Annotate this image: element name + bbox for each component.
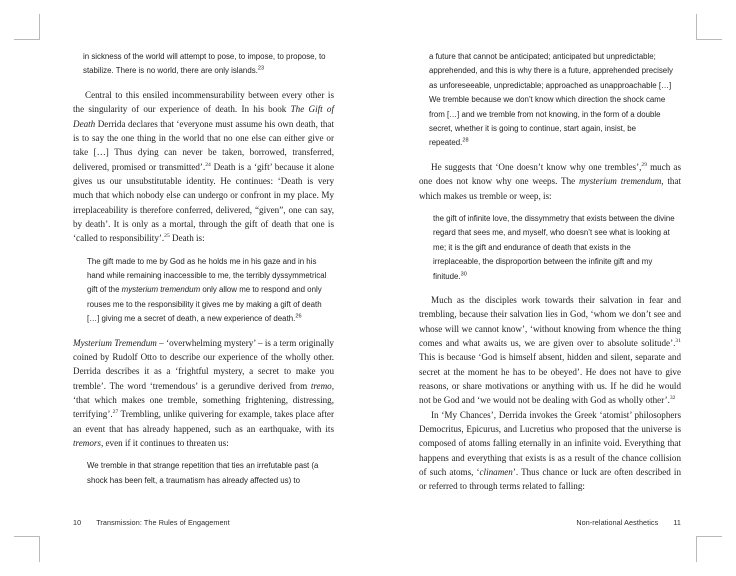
paragraph-central-to-this: Central to this ensiled incommensurability between every other is the singularity of our experience of death. In his book The Gift of Death Derrida declares that ‘everyone must assume his own death, that is to say the one thing in the world that no one else can either give or take […] Thus dying can never be taken, borrowed, transferred, delivered, promised or transmitted’.$^{24}$ Death is a ‘gift’ because it alone gives us our unsubstitutable identity. He continues: ‘Death is very much that which nobody else can undergo or confront in my place. My irreplaceability is therefore conferred, delivered, “given”, one can say, by death’. It is only as a mortal, through the gift of death that one is ‘called to responsibility’.$^{25}$ Death is: — [73, 89, 334, 244]
footnote-ref-24[interactable]: 24 — [205, 161, 211, 168]
blockquote-continued-future: a future that cannot be anticipated; anticipated but unpredictable; apprehended, and this is why there is a future, apprehended precisely as unforeseeable, unpredictable; approached as unapproachable […] We tremble because we don’t know which direction the shock came from […] and we tremble from not knowing, in the form of a double secret, whether it is going to continue, start again, insist, be repeated.$^{28}$ — [429, 52, 673, 148]
footnote-ref-26[interactable]: 26 — [295, 313, 302, 320]
paragraph-my-chances: In ‘My Chances’, Derrida invokes the Greek ‘atomist’ philosophers Democritus, Epicurus, and Lucretius who proposed that the universe is composed of atoms falling eternally in an infinite void. Everything that happens and everything that exists is as a result of the chance collision of such atoms, ‘clinamen’. Thus chance or luck are often described in or referred to through terms related to falling: — [419, 409, 681, 492]
footnote-ref-30[interactable]: 30 — [460, 270, 467, 277]
paragraph-spacer — [419, 284, 681, 293]
paragraph-spacer — [419, 151, 681, 160]
term-clinamen: clinamen — [479, 467, 513, 478]
paragraph-mysterium-tremendum: Mysterium Tremendum – ‘overwhelming mystery’ – is a term originally coined by Rudolf Otto to describe our experience of the wholly other. Derrida describes it as a ‘frightful mystery, a secret to make you tremble’. The word ‘tremendous’ is a gerundive derived from tremo, ‘that which makes one tremble, something frightening, distressing, terrifying’.$^{27}$ Trembling, unlike quivering for example, takes place after an event that has already happened, such as an earthquake, with its tremors, even if it continues to threaten us: — [73, 337, 334, 449]
folio-number-right: 11 — [673, 518, 681, 527]
page-recto — [368, 0, 736, 576]
paragraph-spacer — [419, 203, 681, 212]
quote-text: in sickness of the world will attempt to pose, to impose, to propose, to stabilize. There is no world, there are only islands. — [83, 52, 326, 76]
text-column-right — [419, 50, 681, 494]
running-head-right: Non-relational Aesthetics — [576, 518, 659, 527]
term-mysterium-tremendum-heading: Mysterium Tremendum — [73, 337, 157, 348]
footnote-ref-28[interactable]: 28 — [462, 137, 469, 144]
paragraph-spacer — [73, 450, 334, 459]
footnote-ref-29[interactable]: 29 — [641, 161, 647, 168]
paragraph-spacer — [73, 327, 334, 336]
footnote-ref-23[interactable]: 23 — [257, 65, 265, 72]
book-title-gift-of-death: The Gift of Death — [73, 104, 334, 129]
paragraph-he-suggests: He suggests that ‘One doesn’t know why one trembles’,$^{29}$ much as one does not know why one weeps. The mysterium tremendum, that which makes us tremble or weep, is: — [419, 161, 682, 201]
folio-number-left: 10 — [73, 518, 82, 527]
blockquote-gift-of-infinite-love: the gift of infinite love, the dissymmetry that exists between the divine regard that sees me, and myself, who doesn’t see what is looking at me; it is the gift and endurance of death that exists in the irreplaceable, the disproportion between the infinite gift and my finitude.$^{30}$ — [433, 213, 675, 281]
blockquote-gift-made-to-me: The gift made to me by God as he holds me in his gaze and in his hand while remaining inaccessible to me, the terribly dyssymmetrical gift of the mysterium tremendum only allow me to respond and only rouses me to the responsibility it gives me by making a gift of death […] giving me a secret of death, a new experience of death.$^{26}$ — [87, 256, 327, 324]
text-column-left — [73, 50, 334, 488]
term-tremors: tremors — [73, 438, 101, 449]
running-head-left: Transmission: The Rules of Engagement — [96, 518, 230, 527]
blockquote-we-tremble: We tremble in that strange repetition that ties an irrefutable past (a shock has been felt, a traumatism has already affected us) to — [87, 461, 319, 485]
term-mysterium-tremendum-right: mysterium tremendum — [578, 176, 662, 187]
footnote-ref-27[interactable]: 27 — [112, 409, 119, 416]
running-footer-right — [576, 518, 681, 527]
blockquote-continued — [73, 50, 334, 79]
paragraph-spacer — [73, 79, 334, 88]
footnote-ref-31[interactable]: 31 — [675, 337, 681, 344]
footnote-ref-32[interactable]: 32 — [669, 395, 676, 402]
paragraph-spacer — [73, 246, 334, 255]
paragraph-much-as-the-disciples: Much as the disciples work towards their salvation in fear and trembling, because their salvation lies in God, ‘whom we don’t see and whose will we cannot know’, ‘without knowing from whence the thing comes and what awaits us, we are given over to absolute solitude’.$^{31}$ This is because ‘God is himself absent, hidden and silent, separate and secret at the moment he has to be obeyed’. He does not have to give reasons, or share motivations or anything with us. If he did he would not be God and ‘we would not be dealing with God as wholly other’.$^{32}$ — [419, 294, 681, 406]
term-tremo: tremo — [310, 380, 332, 391]
running-footer-left — [73, 518, 230, 527]
footnote-ref-25[interactable]: 25 — [164, 233, 170, 240]
term-mysterium-tremendum: mysterium tremendum — [121, 285, 201, 295]
